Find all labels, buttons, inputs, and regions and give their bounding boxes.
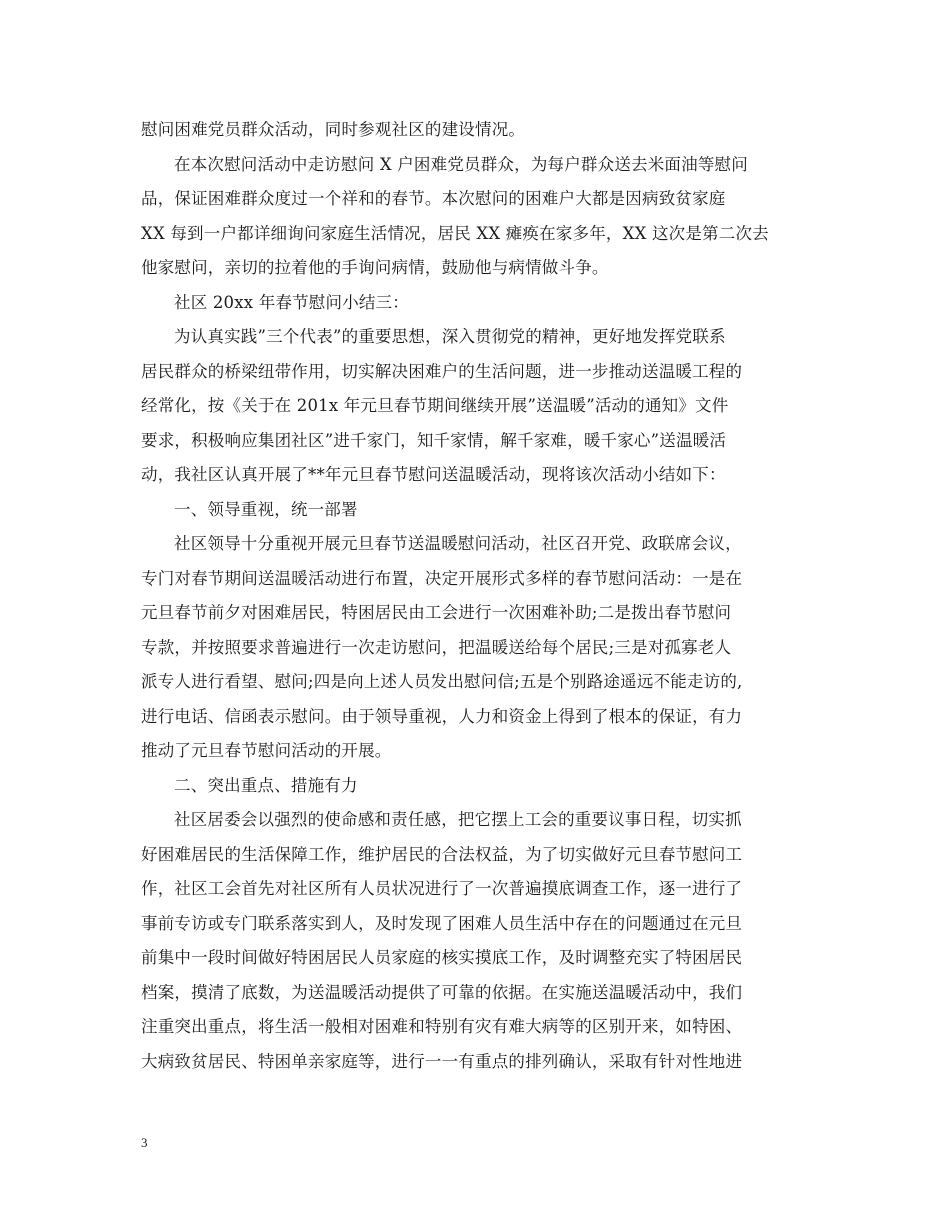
text-line: 品，保证困难群众度过一个祥和的春节。本次慰问的困难户大都是因病致贫家庭 bbox=[141, 189, 726, 208]
text-line: 档案，摸清了底数，为送温暖活动提供了可靠的依据。在实施送温暖活动中，我们 bbox=[141, 982, 743, 1002]
text-line: 动，我社区认真开展了**年元旦春节慰问送温暖活动，现将该次活动小结如下： bbox=[141, 465, 726, 484]
text-line: 一、领导重视，统一部署 bbox=[174, 499, 358, 519]
text-line: 社区领导十分重视开展元旦春节送温暖慰问活动，社区召开党、政联席会议， bbox=[174, 534, 742, 553]
text-line: 专款，并按照要求普遍进行一次走访慰问，把温暖送给每个居民;三是对孤寡老人 bbox=[141, 637, 732, 657]
text-line: 派专人进行看望、慰问;四是向上述人员发出慰问信;五是个别路途遥远不能走访的, bbox=[141, 672, 743, 691]
text-line: 事前专访或专门联系落实到人，及时发现了困难人员生活中存在的问题通过在元旦 bbox=[141, 913, 743, 933]
text-line: 他家慰问，亲切的拉着他的手询问病情，鼓励他与病情做斗争。 bbox=[141, 258, 609, 277]
text-line: 要求，积极响应集团社区”进千家门，知千家情，解千家难，暖千家心”送温暖活 bbox=[141, 430, 727, 450]
text-line: XX 每到一户都详细询问家庭生活情况，居民 XX 瘫痪在家多年，XX 这次是第二次去 bbox=[141, 223, 769, 243]
text-line: 为认真实践”三个代表”的重要思想，深入贯彻党的精神，更好地发挥党联系 bbox=[174, 327, 726, 346]
text-line: 元旦春节前夕对困难居民，特困居民由工会进行一次困难补助;二是拨出春节慰问 bbox=[141, 603, 732, 622]
text-line: 推动了元旦春节慰问活动的开展。 bbox=[141, 741, 392, 760]
text-line: 专门对春节期间送温暖活动进行布置，决定开展形式多样的春节慰问活动：一是在 bbox=[141, 568, 743, 588]
page-number: 3 bbox=[141, 1135, 148, 1150]
text-line: 经常化，按《关于在 201x 年元旦春节期间继续开展”送温暖”活动的通知》文件 bbox=[141, 396, 729, 415]
text-line: 进行电话、信函表示慰问。由于领导重视，人力和资金上得到了根本的保证，有力 bbox=[141, 706, 743, 726]
text-line: 二、突出重点、措施有力 bbox=[174, 775, 358, 795]
body-text bbox=[141, 113, 813, 1079]
text-line: 前集中一段时间做好特困居民人员家庭的核实摸底工作，及时调整充实了特困居民 bbox=[141, 948, 743, 967]
text-line: 居民群众的桥梁纽带作用，切实解决困难户的生活问题，进一步推动送温暖工程的 bbox=[141, 361, 743, 381]
text-line: 慰问困难党员群众活动，同时参观社区的建设情况。 bbox=[141, 120, 526, 139]
text-line: 好困难居民的生活保障工作，维护居民的合法权益，为了切实做好元旦春节慰问工 bbox=[141, 844, 743, 864]
text-line: 社区 20xx 年春节慰问小结三： bbox=[174, 292, 409, 312]
text-line: 社区居委会以强烈的使命感和责任感，把它摆上工会的重要议事日程，切实抓 bbox=[174, 810, 742, 829]
text-line: 注重突出重点，将生活一般相对困难和特别有灾有难大病等的区别开来，如特困、 bbox=[141, 1017, 743, 1036]
text-line: 大病致贫居民、特困单亲家庭等，进行一一有重点的排列确认，采取有针对性地进 bbox=[141, 1051, 743, 1071]
text-line: 作，社区工会首先对社区所有人员状况进行了一次普遍摸底调查工作，逐一进行了 bbox=[141, 879, 743, 898]
text-line: 在本次慰问活动中走访慰问 X 户困难党员群众，为每户群众送去米面油等慰问 bbox=[174, 154, 748, 174]
